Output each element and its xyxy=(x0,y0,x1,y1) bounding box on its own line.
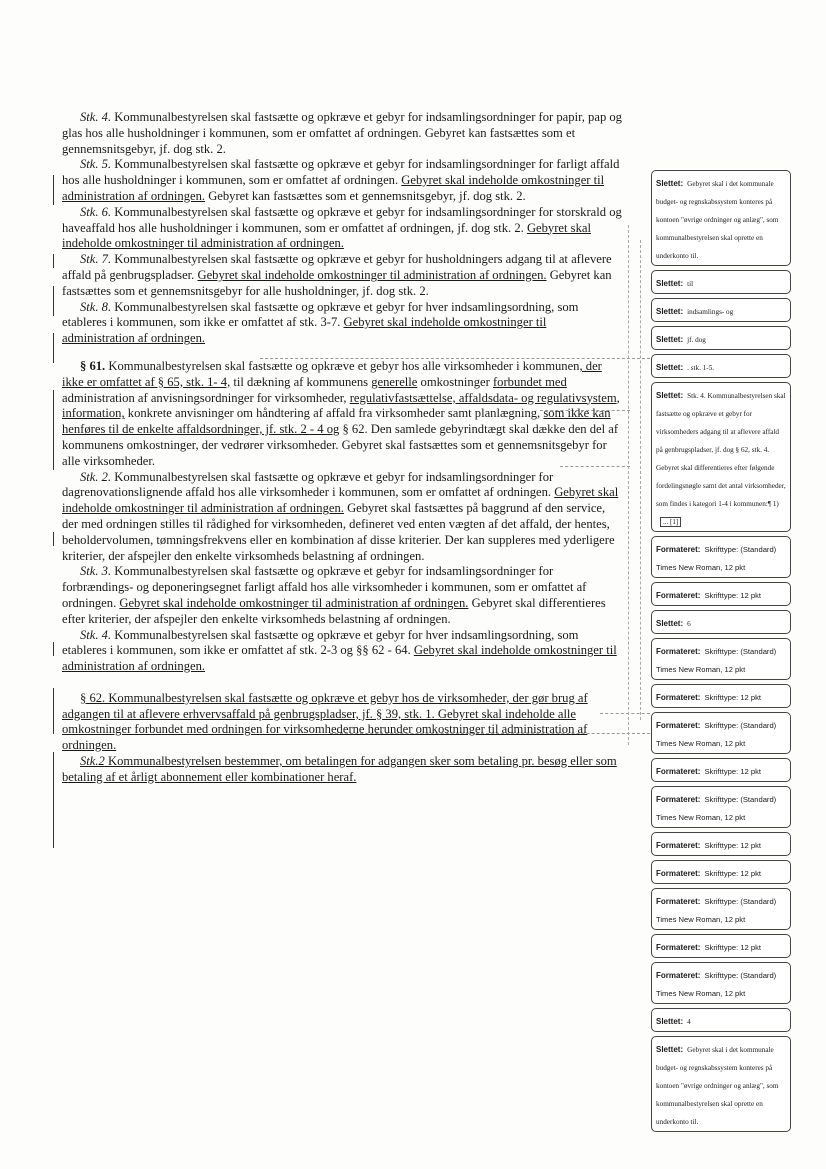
balloon-text: 6 xyxy=(687,620,691,628)
comment-balloons xyxy=(651,170,791,1136)
more-button[interactable]: ... [1] xyxy=(660,517,681,527)
balloon-text: Skrifttype: (Standard) Times New Roman, 12 pkt xyxy=(656,721,777,748)
balloon-text: Skrifttype: 12 pkt xyxy=(704,591,762,600)
balloon-text: 4 xyxy=(687,1018,691,1026)
balloon-text: Skrifttype: (Standard) Times New Roman, 12 pkt xyxy=(656,795,777,822)
balloon-label: Formateret: xyxy=(656,647,701,656)
revision-balloon[interactable] xyxy=(651,582,791,606)
balloon-text: Skrifttype: 12 pkt xyxy=(704,869,762,878)
revision-balloon[interactable] xyxy=(651,1036,791,1132)
insertion: Gebyret skal indeholde omkostninger til administration af ordningen. xyxy=(62,315,547,346)
balloon-label: Slettet: xyxy=(656,335,684,344)
paragraph: Stk. 4. Kommunalbestyrelsen skal fastsætte og opkræve et gebyr for hver indsamlingsordning, som etableres i kommunen, som ikke er omfattet af stk. 2-3 og §§ 62 - 64. Gebyret skal indeholde omkostninger til administration af ordningen. xyxy=(62,627,617,674)
balloon-text: . stk. 1-5. xyxy=(687,364,715,372)
balloon-text: Skrifttype: (Standard) Times New Roman, 12 pkt xyxy=(656,647,777,674)
revision-balloon[interactable] xyxy=(651,934,791,958)
balloon-text: Skrifttype: 12 pkt xyxy=(704,841,762,850)
insertion: Gebyret skal indeholde omkostninger til administration af ordningen. xyxy=(197,267,547,282)
paragraph: Stk. 7. Kommunalbestyrelsen skal fastsætte og opkræve et gebyr for husholdningers adgang til at aflevere affald på genbrugspladser. Gebyret skal indeholde omkostninger til administration af ordningen. Gebyret kan fastsættes som et gennemsnitsgebyr for alle husholdninger, jf. dog stk. 2. xyxy=(62,252,612,298)
insertion: Gebyret skal indeholde omkostninger til administration af ordningen. xyxy=(62,643,617,674)
balloon-label: Formateret: xyxy=(656,591,701,600)
revision-balloon[interactable] xyxy=(651,1008,791,1032)
change-bar xyxy=(53,688,54,734)
insertion: Gebyret skal indeholde omkostninger til administration af ordningen. xyxy=(62,485,619,516)
insertion: Gebyret skal indeholde omkostninger til administration af ordningen. xyxy=(62,173,605,203)
revision-balloon[interactable] xyxy=(651,712,791,754)
change-bar xyxy=(53,286,54,316)
balloon-label: Slettet: xyxy=(656,1045,684,1054)
paragraph: Stk. 8. Kommunalbestyrelsen skal fastsætte og opkræve et gebyr for hver indsamlingsordning, som etableres i kommunen, som ikke er omfattet af stk. 3-7. Gebyret skal indeholde omkostninger til administration af ordningen. xyxy=(62,299,579,346)
revision-balloon[interactable] xyxy=(651,832,791,856)
balloon-label: Formateret: xyxy=(656,721,701,730)
balloon-label: Formateret: xyxy=(656,971,701,980)
change-bar xyxy=(53,642,54,656)
change-bar xyxy=(53,532,54,546)
change-bar xyxy=(53,390,54,470)
balloon-label: Slettet: xyxy=(656,307,684,316)
balloon-label: Formateret: xyxy=(656,841,701,850)
change-bar xyxy=(53,254,54,268)
balloon-text: indsamlings- og xyxy=(687,308,734,316)
paragraph: Stk. 2. Kommunalbestyrelsen skal fastsætte og opkræve et gebyr for indsamlingsordninger for dagrenovationslignende affald hos alle virksomheder i kommunen, som er omfattet af ordningen. Gebyret skal indeholde omkostninger til administration af ordningen. Gebyret skal fastsættes på baggrund af den service, der med ordningen stilles til rådighed for virksomheden, defineret ved enten vægten af det affald, der hentes, beholdervolumen, tømningsfrekvens eller en kombination af disse kriterier. Der kan suppleres med yderligere kriterier, der afspejler den enkelte virksomheds belastning af ordningen. xyxy=(62,469,619,563)
change-bar xyxy=(53,752,54,848)
balloon-label: Slettet: xyxy=(656,179,684,188)
paragraph: Stk. 5. Kommunalbestyrelsen skal fastsætte og opkræve et gebyr for indsamlingsordninger for farligt affald hos alle husholdninger i kommunen, som er omfattet af ordningen. Gebyret skal indeholde omkostninger til administration af ordningen. Gebyret kan fastsættes som et gennemsnitsgebyr, jf. dog stk. 2. xyxy=(62,157,620,203)
insertion: Gebyret skal indeholde omkostninger til administration af ordningen. xyxy=(119,595,469,610)
balloon-text: Skrifttype: (Standard) Times New Roman, 12 pkt xyxy=(656,545,777,572)
balloon-text: Skrifttype: (Standard) Times New Roman, 12 pkt xyxy=(656,971,777,998)
section-62: § 62. Kommunalbestyrelsen skal fastsætte og opkræve et gebyr hos de virksomheder, der gør brug af adgangen til at aflevere erhvervsaffald på genbrugspladser, jf. § 39, stk. 1. Gebyret skal indeholde alle omkostninger forbundet med ordningen for virksomhederne herunder omkostninger til administration af ordningen. xyxy=(62,690,588,753)
revision-balloon[interactable] xyxy=(651,758,791,782)
revision-balloon[interactable] xyxy=(651,170,791,266)
balloon-label: Slettet: xyxy=(656,1017,684,1026)
balloon-text: Gebyret skal i det kommunale budget- og regnskabssystem konteres på kontoen "øvrige ordninger og anlæg", som kommunalbestyrelsen skal oprette en underkonto til. xyxy=(656,1046,779,1126)
document-body xyxy=(62,110,622,786)
revision-balloon[interactable] xyxy=(651,610,791,634)
balloon-text: Skrifttype: 12 pkt xyxy=(704,943,762,952)
balloon-label: Slettet: xyxy=(656,363,684,372)
balloon-label: Formateret: xyxy=(656,869,701,878)
paragraph: Stk. 3. Kommunalbestyrelsen skal fastsætte og opkræve et gebyr for indsamlingsordninger for forbrændings- og deponeringsegnet farligt affald hos alle virksomheder i kommunen, som er omfattet af ordningen. Gebyret skal indeholde omkostninger til administration af ordningen. Gebyret skal differentieres efter kriterier, der afspejler den enkelte virksomheds belastning af ordningen. xyxy=(62,564,606,626)
connector-line xyxy=(640,240,641,720)
balloon-text: jf. dog xyxy=(687,336,706,344)
balloon-text: Skrifttype: 12 pkt xyxy=(704,767,762,776)
balloon-label: Slettet: xyxy=(656,619,684,628)
balloon-label: Formateret: xyxy=(656,897,701,906)
revision-balloon[interactable] xyxy=(651,684,791,708)
revision-balloon[interactable] xyxy=(651,354,791,378)
paragraph: Stk. 4. Kommunalbestyrelsen skal fastsætte og opkræve et gebyr for indsamlingsordninger for papir, pap og glas hos alle husholdninger i kommunen, som er omfattet af ordningen. Gebyret kan fastsættes som et gennemsnitsgebyr, jf. dog stk. 2. xyxy=(62,110,622,156)
balloon-label: Formateret: xyxy=(656,795,701,804)
connector-line xyxy=(628,225,629,745)
insertion: Gebyret skal indeholde omkostninger til administration af ordningen. xyxy=(62,220,591,251)
balloon-text: til xyxy=(687,280,694,288)
revision-balloon[interactable] xyxy=(651,888,791,930)
revision-balloon[interactable] xyxy=(651,326,791,350)
revision-balloon[interactable] xyxy=(651,962,791,1004)
balloon-text: Gebyret skal i det kommunale budget- og regnskabssystem konteres på kontoen "øvrige ordninger og anlæg", som kommunalbestyrelsen skal oprette en underkonto til. xyxy=(656,180,779,260)
balloon-label: Slettet: xyxy=(656,279,684,288)
balloon-label: Formateret: xyxy=(656,767,701,776)
paragraph: Stk.2 Kommunalbestyrelsen bestemmer, om betalingen for adgangen sker som betaling pr. besøg eller som betaling af et årligt abonnement eller kombinationer heraf. xyxy=(62,754,617,784)
revision-balloon[interactable] xyxy=(651,860,791,884)
change-bar xyxy=(53,175,54,205)
balloon-label: Formateret: xyxy=(656,943,701,952)
balloon-text: Skrifttype: (Standard) Times New Roman, 12 pkt xyxy=(656,897,777,924)
balloon-text: Stk. 4. Kommunalbestyrelsen skal fastsætte og opkræve et gebyr for virksomheders adgang til at aflevere affald på genbrugspladser, jf. dog § 62, stk. 4. Gebyret skal differentieres efter følgende fordelingsnøgle samt det antal virksomheder, som findes i kategori 1-4 i kommunen:¶ 1) xyxy=(656,392,786,508)
revision-balloon[interactable] xyxy=(651,298,791,322)
section-61: § 61. Kommunalbestyrelsen skal fastsætte og opkræve et gebyr hos alle virksomheder i kommunen, der ikke er omfattet af § 65, stk. 1- 4, til dækning af kommunens generelle omkostninger forbundet med administration af anvisningsordninger for virksomheder, regulativfastsættelse, affaldsdata- og regulativsystem, information, konkrete anvisninger om håndtering af affald fra virksomheder samt planlægning, som ikke kan henføres til de enkelte affaldsordninger, jf. stk. 2 - 4 og § 62. Den samlede gebyrindtægt skal dække den del af kommunens omkostninger, der vedrører virksomheder. Gebyret skal fastsættes som et gennemsnitsgebyr for alle virksomheder. xyxy=(62,358,620,468)
revision-balloon[interactable] xyxy=(651,270,791,294)
balloon-label: Slettet: xyxy=(656,391,684,400)
revision-balloon[interactable] xyxy=(651,382,791,532)
revision-balloon[interactable] xyxy=(651,786,791,828)
revision-balloon[interactable] xyxy=(651,536,791,578)
change-bar xyxy=(53,333,54,363)
balloon-text: Skrifttype: 12 pkt xyxy=(704,693,762,702)
balloon-label: Formateret: xyxy=(656,693,701,702)
revision-balloon[interactable] xyxy=(651,638,791,680)
paragraph: Stk. 6. Kommunalbestyrelsen skal fastsætte og opkræve et gebyr for indsamlingsordninger for storskrald og haveaffald hos alle husholdninger i kommunen, som er omfattet af ordningen, jf. dog stk. 2. Gebyret skal indeholde omkostninger til administration af ordningen. xyxy=(62,204,622,251)
balloon-label: Formateret: xyxy=(656,545,701,554)
